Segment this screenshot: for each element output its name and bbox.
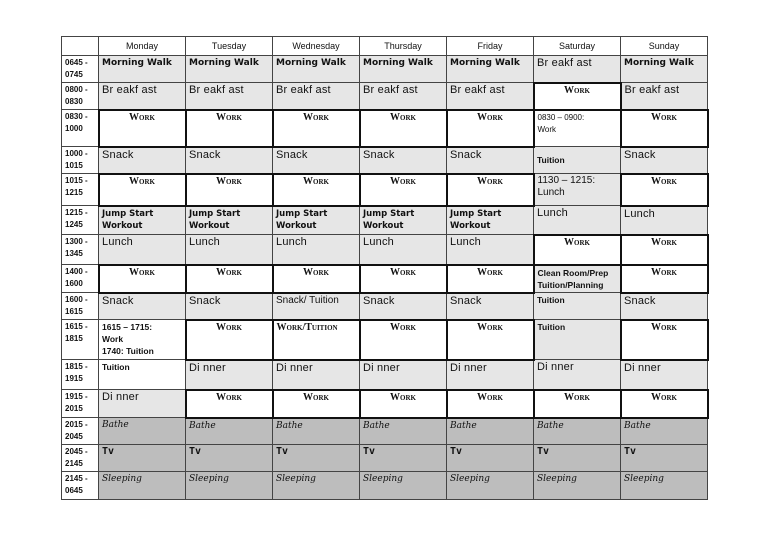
cell: Work	[447, 265, 534, 293]
cell: Di nner	[534, 360, 621, 390]
day-header: Saturday	[534, 37, 621, 56]
cell: Lunch	[360, 235, 447, 265]
cell: Snack	[621, 293, 708, 320]
cell: Sleeping	[534, 472, 621, 500]
cell: Tuition	[534, 320, 621, 360]
cell: Work	[534, 235, 621, 265]
day-header: Sunday	[621, 37, 708, 56]
time-cell: 1300 - 1345	[62, 235, 99, 265]
cell: 1130 – 1215: Lunch	[534, 174, 621, 206]
cell: Snack	[360, 293, 447, 320]
cell: Work	[273, 110, 360, 147]
time-cell: 0645 - 0745	[62, 56, 99, 83]
cell: Lunch	[621, 206, 708, 235]
day-header: Monday	[99, 37, 186, 56]
cell: Morning Walk	[360, 56, 447, 83]
cell: Morning Walk	[273, 56, 360, 83]
cell: Di nner	[186, 360, 273, 390]
cell: Br eakf ast	[186, 83, 273, 110]
cell: Work	[534, 83, 621, 110]
cell: Work	[360, 174, 447, 206]
cell: Br eakf ast	[99, 83, 186, 110]
cell: Work	[621, 320, 708, 360]
cell: Sleeping	[621, 472, 708, 500]
cell: Morning Walk	[621, 56, 708, 83]
table-row	[62, 390, 708, 418]
time-cell: 0830 - 1000	[62, 110, 99, 147]
cell: Work	[273, 265, 360, 293]
table-row	[62, 110, 708, 147]
day-header: Wednesday	[273, 37, 360, 56]
cell: Tv	[621, 445, 708, 472]
cell: Jump Start Workout	[360, 206, 447, 235]
cell: Sleeping	[273, 472, 360, 500]
time-cell: 1015 - 1215	[62, 174, 99, 206]
cell: Work	[447, 390, 534, 418]
cell: Tv	[273, 445, 360, 472]
time-cell: 0800 - 0830	[62, 83, 99, 110]
time-cell: 1615 - 1815	[62, 320, 99, 360]
cell: Bathe	[621, 418, 708, 445]
cell: Work	[99, 265, 186, 293]
table-row	[62, 174, 708, 206]
cell: Lunch	[534, 206, 621, 235]
cell: Jump Start Workout	[186, 206, 273, 235]
cell: Bathe	[447, 418, 534, 445]
cell: Br eakf ast	[273, 83, 360, 110]
cell: Tv	[447, 445, 534, 472]
time-cell: 1000 - 1015	[62, 147, 99, 174]
cell: Work	[273, 174, 360, 206]
time-cell: 2045 - 2145	[62, 445, 99, 472]
table-row	[62, 56, 708, 83]
cell: 0830 – 0900: Work	[534, 110, 621, 147]
cell: Di nner	[447, 360, 534, 390]
cell: Work	[273, 390, 360, 418]
time-cell: 1600 - 1615	[62, 293, 99, 320]
time-cell: 1915 - 2015	[62, 390, 99, 418]
cell: Bathe	[360, 418, 447, 445]
table-row	[62, 418, 708, 445]
cell: Work	[621, 174, 708, 206]
cell: 1615 – 1715: Work 1740: Tuition	[99, 320, 186, 360]
cell: Lunch	[186, 235, 273, 265]
table-row	[62, 265, 708, 293]
cell: Sleeping	[99, 472, 186, 500]
corner-cell	[62, 37, 99, 56]
table-row	[62, 206, 708, 235]
cell: Work	[621, 235, 708, 265]
cell: Sleeping	[447, 472, 534, 500]
cell: Bathe	[186, 418, 273, 445]
cell: Morning Walk	[447, 56, 534, 83]
cell: Tuition	[534, 147, 621, 174]
cell: Work	[621, 110, 708, 147]
cell: Jump Start Workout	[447, 206, 534, 235]
cell: Bathe	[534, 418, 621, 445]
cell: Lunch	[99, 235, 186, 265]
cell: Tv	[99, 445, 186, 472]
cell: Work	[99, 174, 186, 206]
cell: Di nner	[621, 360, 708, 390]
cell: Br eakf ast	[534, 56, 621, 83]
cell: Jump Start Workout	[99, 206, 186, 235]
cell: Jump Start Workout	[273, 206, 360, 235]
day-header: Friday	[447, 37, 534, 56]
cell: Snack	[621, 147, 708, 174]
cell: Lunch	[447, 235, 534, 265]
cell: Work	[621, 390, 708, 418]
cell: Clean Room/Prep Tuition/Planning	[534, 265, 621, 293]
day-header: Tuesday	[186, 37, 273, 56]
cell: Tuition	[99, 360, 186, 390]
cell: Work	[99, 110, 186, 147]
header-row	[62, 37, 708, 56]
cell: Work/Tuition	[273, 320, 360, 360]
cell: Work	[534, 390, 621, 418]
cell: Sleeping	[186, 472, 273, 500]
cell: Sleeping	[360, 472, 447, 500]
cell: Morning Walk	[99, 56, 186, 83]
table-row	[62, 445, 708, 472]
cell: Di nner	[99, 390, 186, 418]
cell: Snack/ Tuition	[273, 293, 360, 320]
cell: Lunch	[273, 235, 360, 265]
cell: Tuition	[534, 293, 621, 320]
weekly-schedule-table	[61, 36, 709, 500]
cell: Snack	[186, 147, 273, 174]
cell: Snack	[99, 147, 186, 174]
cell: Morning Walk	[186, 56, 273, 83]
table-row	[62, 147, 708, 174]
cell: Snack	[447, 147, 534, 174]
table-row	[62, 472, 708, 500]
time-cell: 2015 - 2045	[62, 418, 99, 445]
cell: Br eakf ast	[621, 83, 708, 110]
time-cell: 1815 - 1915	[62, 360, 99, 390]
cell: Bathe	[273, 418, 360, 445]
cell: Snack	[186, 293, 273, 320]
cell: Br eakf ast	[360, 83, 447, 110]
cell: Work	[186, 320, 273, 360]
cell: Work	[360, 390, 447, 418]
cell: Work	[186, 110, 273, 147]
cell: Work	[447, 320, 534, 360]
cell: Di nner	[273, 360, 360, 390]
cell: Bathe	[99, 418, 186, 445]
time-cell: 1400 - 1600	[62, 265, 99, 293]
table-row	[62, 83, 708, 110]
cell: Tv	[534, 445, 621, 472]
cell: Snack	[273, 147, 360, 174]
table-row	[62, 293, 708, 320]
table-row	[62, 235, 708, 265]
cell: Work	[186, 265, 273, 293]
cell: Snack	[99, 293, 186, 320]
time-cell: 2145 - 0645	[62, 472, 99, 500]
table-row	[62, 360, 708, 390]
cell: Tv	[186, 445, 273, 472]
cell: Work	[621, 265, 708, 293]
cell: Work	[360, 265, 447, 293]
cell: Work	[186, 390, 273, 418]
cell: Snack	[360, 147, 447, 174]
cell: Work	[447, 174, 534, 206]
cell: Di nner	[360, 360, 447, 390]
day-header: Thursday	[360, 37, 447, 56]
cell: Snack	[447, 293, 534, 320]
time-cell: 1215 - 1245	[62, 206, 99, 235]
cell: Br eakf ast	[447, 83, 534, 110]
cell: Work	[360, 320, 447, 360]
cell: Work	[447, 110, 534, 147]
cell: Work	[360, 110, 447, 147]
table-row	[62, 320, 708, 360]
cell: Work	[186, 174, 273, 206]
cell: Tv	[360, 445, 447, 472]
